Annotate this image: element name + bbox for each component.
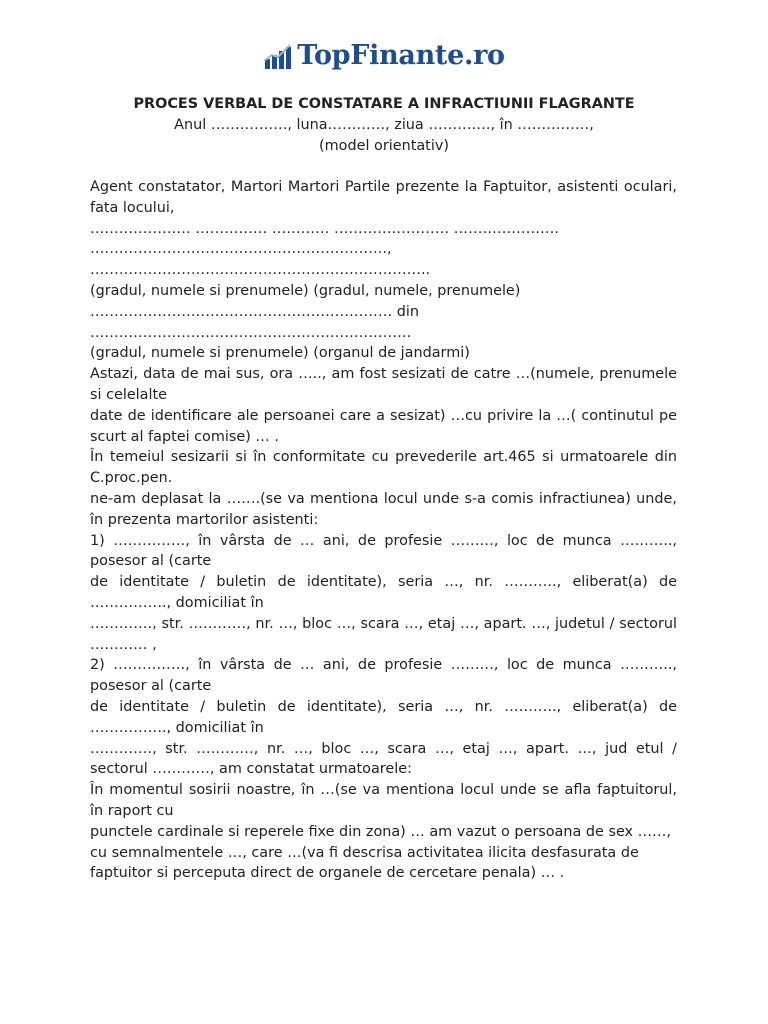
paragraph: ……………………………………………………… din <box>90 303 420 320</box>
paragraph: …………., str. …………, nr. …, bloc …, scara …, etaj …, apart. …, jud etul / sectorul …………, am constatat urmatoarele: <box>90 740 677 778</box>
paragraph: ne-am deplasat la …….(se va mentiona locul unde s-a comis infractiunea) unde, în prezenta martorilor asistenti: <box>90 490 677 528</box>
paragraph: …………………………………………………….., <box>90 241 392 258</box>
paragraph: ………………… …………… ………… …………………… …………………. <box>90 220 559 237</box>
paragraph: Agent constatator, Martori Martori Partile prezente la Faptuitor, asistenti oculari, fata locului, <box>90 179 677 216</box>
paragraph: de identitate / buletin de identitate), seria …, nr. ……….., eliberat(a) de ……………., domiciliat în <box>90 574 677 611</box>
paragraph: …………………………………………………………….. <box>90 262 431 279</box>
paragraph: de identitate / buletin de identitate), seria …, nr. ……….., eliberat(a) de ……………., domiciliat în <box>90 698 677 736</box>
paragraph: date de identificare ale persoanei care a sesizat) …cu privire la …( continutul pe scurt al faptei comise) … . <box>90 407 677 445</box>
site-logo[interactable] <box>0 40 768 71</box>
date-line: Anul ……………., luna…………, ziua …………., în ……………, <box>174 117 594 133</box>
paragraph: (gradul, numele si prenumele) (organul de jandarmi) <box>90 345 470 362</box>
paragraph: punctele cardinale si reperele fixe din zona) … am vazut o persoana de sex ……, cu semnalmentele …, care …(va fi descrisa activitatea ilicita desfasurata de faptuitor si perceputa direct de organele de cercetare penala) … . <box>90 823 671 882</box>
paragraph: 2) ……………, în vârsta de … ani, de profesie ………, loc de munca ……….., posesor al (carte <box>90 657 677 695</box>
logo-text: TopFinante.ro <box>297 40 505 71</box>
document-body <box>90 177 677 884</box>
paragraph: (gradul, numele si prenumele) (gradul, numele, prenumele) <box>90 282 521 299</box>
paragraph: Astazi, data de mai sus, ora ….., am fost sesizati de catre …(numele, prenumele si celelalte <box>90 366 677 403</box>
paragraph: În temeiul sesizarii si în conformitate cu prevederile art.465 si urmatoarele din C.proc.pen. <box>90 449 677 487</box>
paragraph: 1) ……………, în vârsta de … ani, de profesie ………, loc de munca ……….., posesor al (carte <box>90 532 677 570</box>
document-title: PROCES VERBAL DE CONSTATARE A INFRACTIUNII FLAGRANTE <box>133 96 635 112</box>
paragraph: …………………………………………………………. <box>90 324 412 341</box>
paragraph: …………., str. …………, nr. …, bloc …, scara …, etaj …, apart. …, judetul / sectorul ………… , <box>90 615 677 653</box>
paragraph: În momentul sosirii noastre, în …(se va mentiona locul unde se afla faptuitorul, în raport cu <box>90 782 677 819</box>
document-header <box>0 94 768 157</box>
bar-chart-logo-icon <box>263 41 293 71</box>
model-note: (model orientativ) <box>319 138 449 154</box>
